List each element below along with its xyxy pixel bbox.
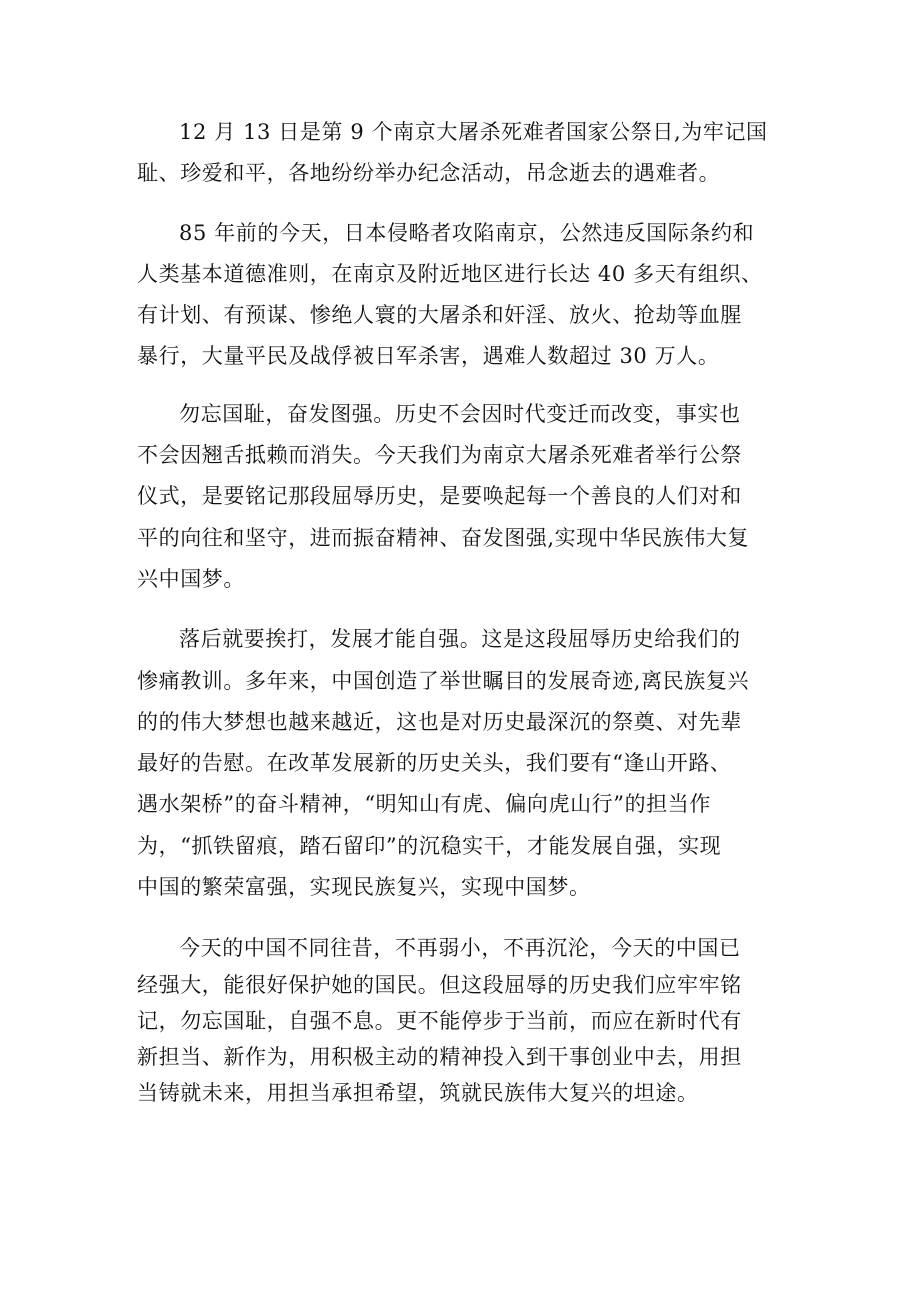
paragraph-memorial-day: 12 月 13 日是第 9 个南京大屠杀死难者国家公祭日,为牢记国 耻、珍爱和平，各地纷纷举办纪念活动，吊念逝去的遇难者。	[137, 120, 768, 186]
document-body	[137, 112, 797, 1111]
paragraph-history: 85 年前的今天，日本侵略者攻陷南京，公然违反国际条约和 人类基本道德准则，在南京及附近地区进行长达 40 多天有组织、 有计划、有预谋、惨绝人寰的大屠杀和奸淫、放火、抢劫等血腥 暴行，大量平民及战俘被日军杀害，遇难人数超过 30 万人。	[137, 220, 763, 369]
paragraph-development: 落后就要挨打，发展才能自强。这是这段屈辱历史给我们的 惨痛教训。多年来，中国创造了举世瞩目的发展奇迹,离民族复兴 的的伟大梦想也越来越近，这也是对历史最深沉的祭奠、对先辈 最好的告慰。在改革发展新的历史关头，我们要有“逢山开路、 遇水架桥”的奋斗精神，“明知山有虎、偏向虎山行”的担当作 为，“抓铁留痕，踏石留印”的沉稳实干，才能发展自强，实现 中国的繁荣富强，实现民族复兴，实现中国梦。	[137, 627, 750, 900]
paragraph-today-china: 今天的中国不同往昔，不再弱小，不再沉沦，今天的中国已 经强大，能很好保护她的国民。但这段屈辱的历史我们应牢牢铭 记，勿忘国耻，自强不息。更不能停步于当前，而应在新时代有 新担当、新作为，用积极主动的精神投入到干事创业中去，用担 当铸就未来，用担当承担希望，筑就民族伟大复兴的坦途。	[137, 936, 742, 1106]
paragraph-never-forget: 勿忘国耻，奋发图强。历史不会因时代变迁而改变，事实也 不会因翘舌抵赖而消失。今天我们为南京大屠杀死难者举行公祭 仪式，是要铭记那段屈辱历史，是要唤起每一个善良的人们对和 平的向往和坚守，进而振奋精神、奋发图强,实现中华民族伟大复 兴中国梦。	[137, 401, 750, 591]
